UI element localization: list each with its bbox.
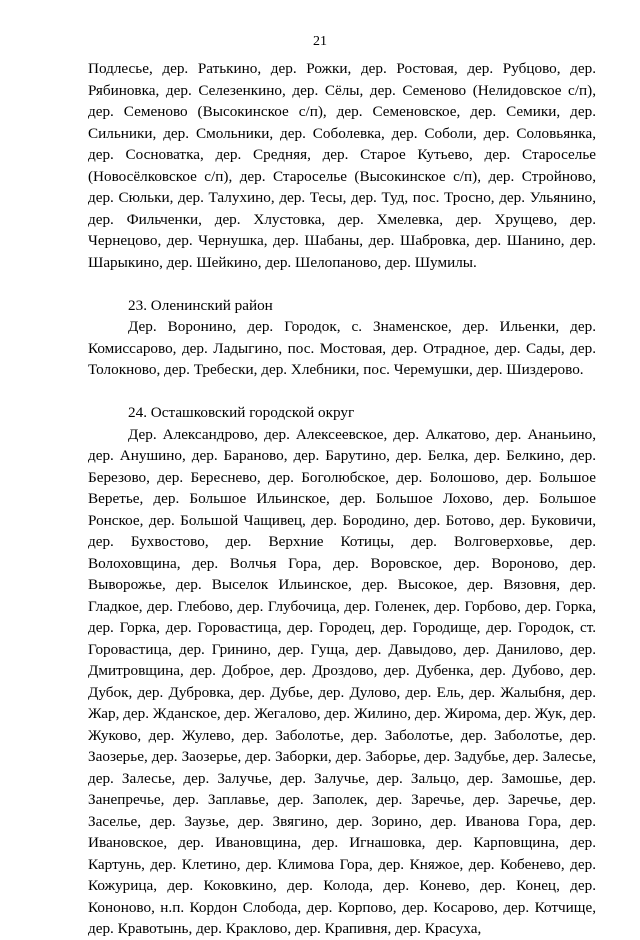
section-23-heading: 23. Оленинский район: [128, 296, 273, 314]
section-23: [88, 295, 596, 381]
section-23-text: Дер. Воронино, дер. Городок, с. Знаменское, дер. Ильенки, дер. Комиссарово, дер. Ладыгино, пос. Мостовая, дер. Отрадное, дер. Сады, дер. Толокново, дер. Требески, дер. Хлебники, пос. Черемушки, дер. Шиздерово.: [88, 318, 596, 378]
page-number: 21: [313, 34, 327, 49]
document-body: [88, 58, 596, 940]
section-22-continuation: Подлесье, дер. Ратькино, дер. Рожки, дер. Ростовая, дер. Рубцово, дер. Рябиновка, дер. Селезенкино, дер. Сёлы, дер. Семеново (Нелидовское с/п), дер. Семеново (Высокинское с/п), дер. Семеновское, дер. Семики, дер. Сильники, дер. Смольники, дер. Соболевка, дер. Соболи, дер. Соловьянка, дер. Сосноватка, дер. Средняя, дер. Старое Кутьево, дер. Староселье (Новосёлковское с/п), дер. Староселье (Высокинское с/п), дер. Стройново, дер. Сюльки, дер. Талухино, дер. Тесы, дер. Туд, пос. Тросно, дер. Ульянино, дер. Фильченки, дер. Хлустовка, дер. Хмелевка, дер. Хрущево, дер. Чернецово, дер. Чернушка, дер. Шабаны, дер. Шабровка, дер. Шанино, дер. Шарыкино, дер. Шейкино, дер. Шелопаново, дер. Шумилы.: [88, 60, 596, 271]
section-24-text: Дер. Александрово, дер. Алексеевское, дер. Алкатово, дер. Ананьино, дер. Анушино, дер. Бараново, дер. Барутино, дер. Белка, дер. Белкино, дер. Березово, дер. Береснево, дер. Боголюбское, дер. Болошово, дер. Большое Веретье, дер. Большое Ильинское, дер. Большое Лохово, дер. Большое Ронское, дер. Большой Чащивец, дер. Бородино, дер. Ботово, дер. Буковичи, дер. Бухвостово, дер. Верхние Котицы, дер. Волговерховье, дер. Волоховщина, дер. Волчья Гора, дер. Воровское, дер. Вороново, дер. Выворожье, дер. Выселок Ильинское, дер. Высокое, дер. Вязовня, дер. Гладкое, дер. Глебово, дер. Глубочица, дер. Голенек, дер. Горбово, дер. Горка, дер. Горка, дер. Горовастица, дер. Городец, дер. Городище, дер. Городок, ст. Горовастица, дер. Гринино, дер. Гуща, дер. Давыдово, дер. Данилово, дер. Дмитровщина, дер. Доброе, дер. Дроздово, дер. Дубенка, дер. Дубово, дер. Дубок, дер. Дубровка, дер. Дубье, дер. Дулово, дер. Ель, дер. Жалыбня, дер. Жар, дер. Жданское, дер. Жегалово, дер. Жилино, дер. Жирома, дер. Жук, дер. Жуково, дер. Жулево, дер. Заболотье, дер. Заболотье, дер. Заболотье, дер. Заозерье, дер. Заозерье, дер. Заборки, дер. Заборье, дер. Задубье, дер. Залесье, дер. Залесье, дер. Залучье, дер. Залучье, дер. Зальцо, дер. Замошье, дер. Занепречье, дер. Заплавье, дер. Заполек, дер. Заречье, дер. Заречье, дер. Заселье, дер. Заузье, дер. Звягино, дер. Зорино, дер. Иванова Гора, дер. Ивановское, дер. Ивановщина, дер. Игнашовка, дер. Карповщина, дер. Картунь, дер. Клетино, дер. Климова Гора, дер. Княжое, дер. Кобенево, дер. Кожурица, дер. Коковкино, дер. Колода, дер. Конево, дер. Конец, дер. Кононово, н.п. Кордон Слобода, дер. Корпово, дер. Косарово, дер. Котчище, дер. Кравотынь, дер. Краклово, дер. Крапивня, дер. Красуха,: [88, 425, 596, 937]
section-24-heading: 24. Осташковский городской округ: [128, 404, 355, 421]
section-24: [88, 402, 596, 940]
